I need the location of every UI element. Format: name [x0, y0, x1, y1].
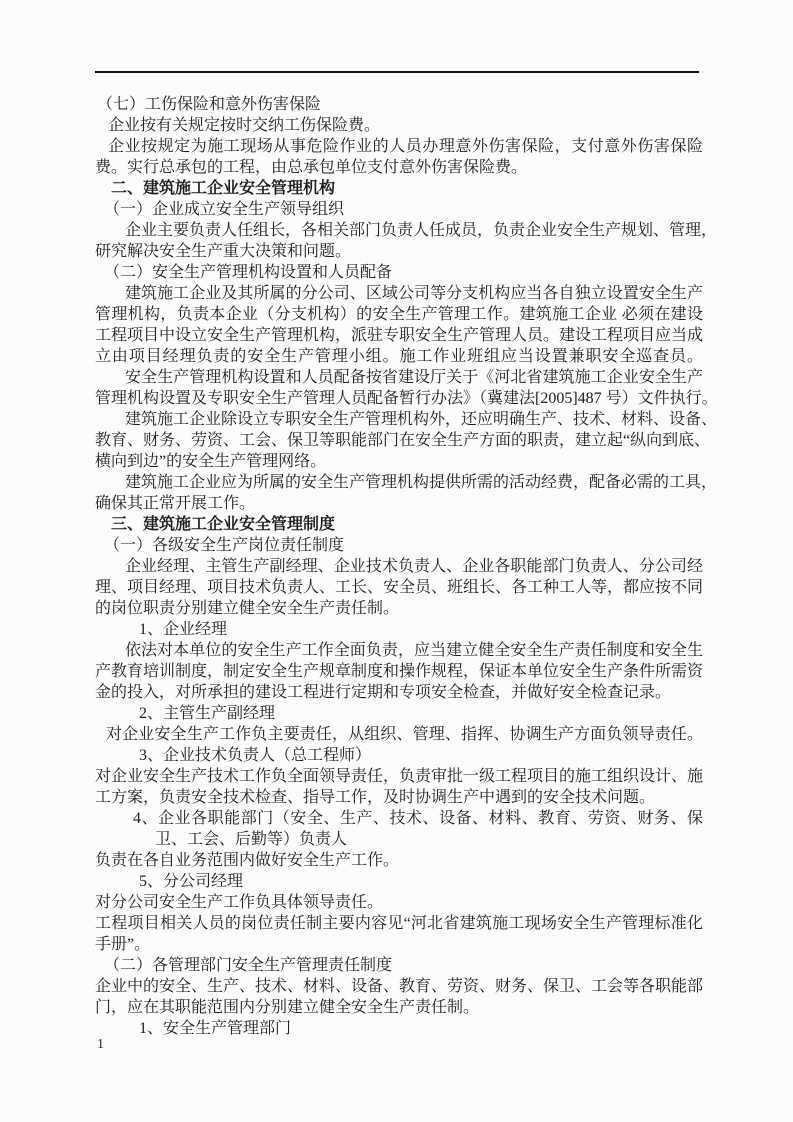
document-lines: [95, 94, 718, 1039]
document-line: 管理机构设置及专职安全生产管理人员配备暂行办法》（冀建法[2005]487 号）文件执行。: [95, 390, 718, 407]
document-line: 管理机构，负责本企业（分支机构）的安全生产管理工作。建筑施工企业 必须在建设: [95, 306, 703, 323]
document-line: 工程项目中设立安全生产管理机构，派驻专职安全生产管理人员。建设工程项目应当成: [95, 327, 704, 344]
document-line: 横向到边”的安全生产管理网络。: [95, 453, 327, 470]
document-line: 理、项目经理、项目技术负责人、工长、安全员、班组长、各工种工人等，都应按不同: [95, 579, 704, 596]
document-line: 确保其正常开展工作。: [95, 495, 256, 512]
document-line: 门，应在其职能范围内分别建立健全安全生产责任制。: [95, 999, 480, 1016]
document-line: 企业主要负责人任组长，各相关部门负责人任成员，负责企业安全生产规划、管理，: [125, 222, 718, 239]
document-line: 卫、工会、后勤等）负责人: [155, 831, 348, 848]
document-line: 企业按有关规定按时交纳工伤保险费。: [108, 117, 381, 134]
document-line: 对企业安全生产工作负主要责任，从组织、管理、指挥、协调生产方面负领导责任。: [106, 726, 703, 743]
document-line: 1、安全生产管理部门: [139, 1020, 292, 1037]
document-line: 2、主管生产副经理: [139, 705, 276, 722]
document-line: （七）工伤保险和意外伤害保险: [97, 96, 322, 113]
document-line: 对分公司安全生产工作负具体领导责任。: [95, 894, 384, 911]
document-line: 教育、财务、劳资、工会、保卫等职能部门在安全生产方面的职责，建立起“纵向到底、: [95, 432, 711, 449]
document-line: 企业按规定为施工现场从事危险作业的人员办理意外伤害保险，支付意外伤害保险: [108, 138, 703, 155]
document-line: 建筑施工企业应为所属的安全生产管理机构提供所需的活动经费，配备必需的工具，: [125, 474, 718, 491]
page-number: 1: [97, 1037, 104, 1052]
document-line: 工方案，负责安全技术检查、指导工作，及时协调生产中遇到的安全技术问题。: [95, 789, 656, 806]
document-line: （二）安全生产管理机构设置和人员配备: [104, 264, 393, 281]
document-line: 立由项目经理负责的安全生产管理小组。施工作业班组应当设置兼职安全巡查员。: [95, 348, 703, 365]
document-line: （一）企业成立安全生产领导组织: [104, 201, 345, 218]
document-line: 费。实行总承包的工程，由总承包单位支付意外伤害保险费。: [95, 159, 528, 176]
document-line: 4、企业各职能部门（安全、生产、技术、设备、材料、教育、劳资、财务、保: [133, 810, 703, 827]
document-line: 三、建筑施工企业安全管理制度: [111, 516, 336, 533]
document-line: 1、企业经理: [139, 621, 228, 638]
document-line: 负责在各自业务范围内做好安全生产工作。: [95, 852, 400, 869]
document-line: 建筑施工企业及其所属的分公司、区域公司等分支机构应当各自独立设置安全生产: [125, 285, 703, 302]
document-line: 工程项目相关人员的岗位责任制主要内容见“河北省建筑施工现场安全生产管理标准化: [95, 915, 703, 932]
document-line: 产教育培训制度，制定安全生产规章制度和操作规程，保证本单位安全生产条件所需资: [95, 663, 704, 680]
document-line: （一）各级安全生产岗位责任制度: [104, 537, 345, 554]
document-line: （二）各管理部门安全生产管理责任制度: [104, 957, 393, 974]
document-line: 研究解决安全生产重大决策和问题。: [95, 243, 352, 260]
document-line: 的岗位职责分别建立健全安全生产责任制。: [95, 600, 400, 617]
document-line: 3、企业技术负责人（总工程师）: [139, 747, 372, 764]
document-line: 金的投入，对所承担的建设工程进行定期和专项安全检查，并做好安全检查记录。: [95, 684, 672, 701]
header-rule: [95, 71, 699, 73]
document-line: 企业中的安全、生产、技术、材料、设备、教育、劳资、财务、保卫、工会等各职能部: [95, 978, 704, 995]
document-line: 对企业安全生产技术工作负全面领导责任，负责审批一级工程项目的施工组织设计、施: [95, 768, 704, 785]
document-line: 建筑施工企业除设立专职安全生产管理机构外，还应明确生产、技术、材料、设备、: [125, 411, 718, 428]
document-line: 依法对本单位的安全生产工作全面负责，应当建立健全安全生产责任制度和安全生: [125, 642, 703, 659]
document-line: 手册”。: [95, 936, 151, 953]
document-line: 安全生产管理机构设置和人员配备按省建设厅关于《河北省建筑施工企业安全生产: [125, 369, 703, 386]
document-line: 5、分公司经理: [139, 873, 244, 890]
document-line: 企业经理、主管生产副经理、企业技术负责人、企业各职能部门负责人、分公司经: [125, 558, 703, 575]
document-line: 二、建筑施工企业安全管理机构: [111, 180, 336, 197]
